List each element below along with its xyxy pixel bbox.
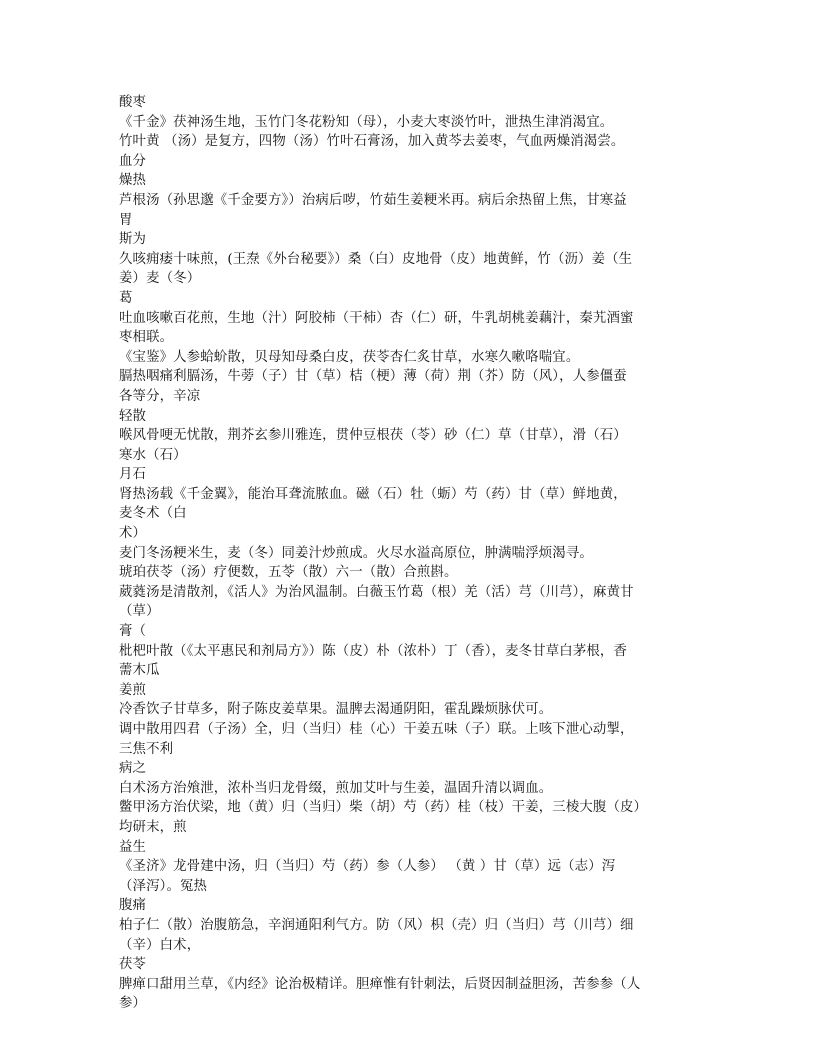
text-line: 麦门冬汤粳米生，麦（冬）同姜汁炒煎成。火尽水溢高原位，肿满喘浮烦渴寻。 [119,545,593,561]
text-line: （泽泻）。冤热 [119,878,208,894]
text-line: 芦根汤（孙思邈《千金要方》）治病后哕，竹茹生姜粳米再。病后余热留上焦，甘寒益 [119,192,627,208]
text-line: 《圣济》龙骨建中汤，归（当归）芍（药）参（人参） （黄 ）甘（草）远（志）泻 [119,859,616,875]
text-line: 姜）麦（冬） [119,271,201,287]
text-line: 参） [119,996,147,1012]
text-line: 柏子仁（散）治腹筋急，辛润通阳利气方。防（风）枳（壳）归（当归）芎（川芎）细 [119,917,634,933]
text-line: 吐血咳嗽百花煎，生地（汁）阿胶柿（干柿）杏（仁）研，牛乳胡桃姜藕汁，秦艽酒蜜 [119,310,634,326]
text-line: （草） [119,604,160,620]
text-line: 竹叶黄 （汤）是复方，四物（汤）竹叶石膏汤，加入黄芩去姜枣，气血两燥消渴尝。 [119,134,625,150]
text-line: 月石 [119,467,147,483]
text-line: 枣相联。 [119,330,174,346]
document-page [119,93,664,1014]
text-line: 葳蕤汤是清散剂，《活人》为治风温制。白薇玉竹葛（根）羌（活）芎（川芎），麻黄甘 [119,584,634,600]
text-line: 酸枣 [119,95,147,110]
text-line: 膈热咽痛利膈汤，牛蒡（子）甘（草）桔（梗）薄（荷）荆（芥）防（风），人参僵蚕 [119,369,627,385]
text-line: 《千金》茯神汤生地，玉竹门冬花粉知（母），小麦大枣淡竹叶，泄热生津消渴宜。 [119,114,614,130]
text-line: 益生 [119,839,147,855]
text-line: 调中散用四君（子汤）全，归（当归）桂（心）干姜五味（子）联。上咳下泄心动掣， [119,722,634,737]
text-line: 斯为 [119,232,147,248]
text-line: （辛）白术， [119,937,201,953]
text-line: 膏（ [119,624,147,640]
text-line: 冷香饮子甘草多，附子陈皮姜草果。温脾去渴通阴阳，霍乱躁烦脉伏可。 [119,702,553,718]
text-line: 轻散 [119,408,147,424]
text-line: 茯苓 [119,957,147,973]
text-line: 脾瘅口甜用兰草，《内经》论治极精详。胆瘅惟有针刺法，后贤因制益胆汤，苦参参（人 [119,976,641,992]
text-line: 久咳痈痿十味煎，(王焘《外台秘要》）桑（白）皮地骨（皮）地黄鲜，竹（沥）姜（生 [119,251,633,267]
text-line: 术） [119,526,147,542]
text-line: 血分 [119,153,147,169]
text-line: 枇杷叶散（《太平惠民和剂局方》）陈（皮）朴（浓朴）丁（香），麦冬甘草白茅根，香 [119,643,627,659]
text-line: 麦冬术（白 [119,506,187,522]
text-line: 白术汤方治飧泄，浓朴当归龙骨缀，煎加艾叶与生姜，温固升清以调血。 [119,780,553,796]
text-line: 喉风骨哽无忧散，荆芥玄参川雅连，贯仲豆根茯（苓）砂（仁）草（甘草），滑（石） [119,428,627,444]
text-line: 寒水（石） [119,447,187,463]
text-line: 薷木瓜 [119,663,160,679]
text-line: 葛 [119,290,133,306]
text-line: 腹痛 [119,898,147,914]
text-line: 姜煎 [119,682,147,698]
text-line: 《宝鉴》人参蛤蚧散，贝母知母桑白皮，茯苓杏仁炙甘草，水寒久嗽咯喘宜。 [119,349,580,365]
text-line: 均研末，煎 [119,819,187,835]
text-line: 琥珀茯苓（汤）疗便数，五苓（散）六一（散）合煎斟。 [119,565,458,581]
text-line: 肾热汤载《千金翼》，能治耳聋流脓血。磁（石）牡（蛎）芍（药）甘（草）鲜地黄， [119,486,627,502]
text-line: 三焦不利 [119,741,174,757]
text-line: 燥热 [119,173,147,189]
text-line: 各等分，辛凉 [119,388,201,404]
text-line: 病之 [119,761,147,777]
text-line: 胃 [119,212,133,228]
text-line: 鳖甲汤方治伏梁，地（黄）归（当归）柴（胡）芍（药）桂（枝）干姜，三棱大腹（皮） [119,800,648,816]
